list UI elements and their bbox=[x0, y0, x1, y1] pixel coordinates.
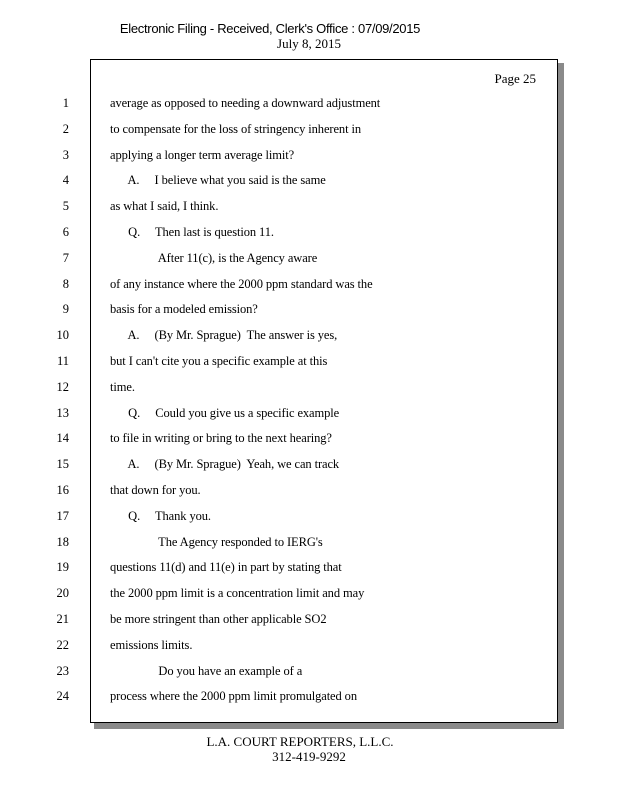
line-number: 15 bbox=[56, 457, 69, 472]
transcript-line: to file in writing or bring to the next hearing? bbox=[110, 431, 332, 446]
filing-stamp: Electronic Filing - Received, Clerk's Office : 07/09/2015 bbox=[119, 21, 421, 36]
line-number: 19 bbox=[56, 560, 69, 575]
transcript-line: that down for you. bbox=[110, 483, 201, 497]
line-number: 23 bbox=[56, 663, 69, 678]
line-number: 17 bbox=[56, 508, 69, 523]
transcript-line: questions 11(d) and 11(e) in part by stating that bbox=[110, 560, 342, 575]
line-number: 18 bbox=[56, 534, 69, 549]
transcript-line: of any instance where the 2000 ppm standard was the bbox=[110, 276, 373, 291]
line-number: 7 bbox=[62, 250, 69, 265]
transcript-line: average as opposed to needing a downward adjustment bbox=[110, 96, 381, 110]
line-number: 1 bbox=[62, 96, 69, 110]
line-number: 4 bbox=[62, 173, 69, 188]
line-number: 12 bbox=[56, 379, 69, 394]
transcript-line: Q. Could you give us a specific example bbox=[110, 405, 340, 420]
transcript-line: A. I believe what you said is the same bbox=[110, 173, 326, 188]
hearing-date: July 8, 2015 bbox=[277, 36, 341, 51]
line-number: 13 bbox=[56, 405, 69, 420]
line-number: 21 bbox=[56, 612, 69, 626]
transcript-line: applying a longer term average limit? bbox=[110, 147, 295, 162]
transcript-line: A. (By Mr. Sprague) Yeah, we can track bbox=[110, 457, 340, 472]
transcript-line: Q. Thank you. bbox=[110, 508, 211, 523]
page-number: Page 25 bbox=[494, 71, 536, 86]
transcript-line: but I can't cite you a specific example at this bbox=[110, 354, 328, 368]
transcript-page bbox=[56, 59, 558, 723]
court-reporter-phone: 312-419-9292 bbox=[272, 749, 346, 764]
line-number: 20 bbox=[56, 586, 69, 601]
line-number: 14 bbox=[56, 431, 69, 446]
transcript-line: to compensate for the loss of stringency inherent in bbox=[110, 121, 361, 136]
line-number: 10 bbox=[56, 328, 69, 343]
line-number: 8 bbox=[62, 276, 69, 291]
transcript-line: be more stringent than other applicable SO2 bbox=[110, 612, 327, 626]
transcript-line: emissions limits. bbox=[110, 637, 193, 652]
transcript-line: time. bbox=[110, 379, 135, 394]
line-number: 24 bbox=[56, 689, 69, 704]
transcript-line: process where the 2000 ppm limit promulgated on bbox=[110, 689, 357, 704]
transcript-line: basis for a modeled emission? bbox=[110, 302, 258, 317]
transcript-line: The Agency responded to IERG's bbox=[110, 534, 323, 549]
line-number: 2 bbox=[62, 121, 69, 136]
transcript-line: Q. Then last is question 11. bbox=[110, 225, 274, 239]
transcript-line: the 2000 ppm limit is a concentration limit and may bbox=[110, 586, 365, 601]
line-number: 9 bbox=[62, 302, 69, 317]
court-reporter-firm: L.A. COURT REPORTERS, L.L.C. bbox=[206, 734, 394, 749]
transcript-line: After 11(c), is the Agency aware bbox=[110, 250, 318, 265]
line-number: 3 bbox=[62, 147, 69, 162]
line-number: 22 bbox=[56, 637, 69, 652]
line-number: 5 bbox=[62, 199, 69, 214]
transcript-line: Do you have an example of a bbox=[110, 663, 303, 678]
line-number: 16 bbox=[56, 483, 69, 497]
line-number: 11 bbox=[56, 354, 69, 368]
transcript-line: A. (By Mr. Sprague) The answer is yes, bbox=[110, 328, 338, 343]
transcript-line: as what I said, I think. bbox=[110, 199, 219, 214]
line-number: 6 bbox=[62, 225, 69, 239]
